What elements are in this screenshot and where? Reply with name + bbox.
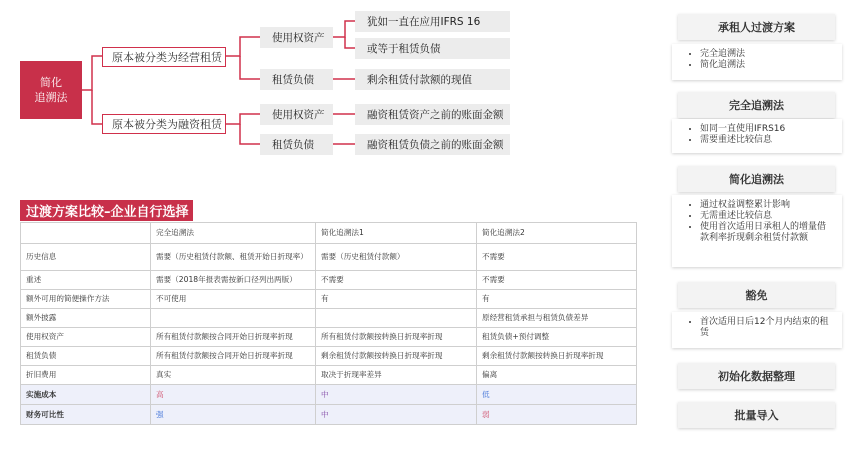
branch-operating-lease: 原本被分类为经营租赁	[102, 47, 226, 67]
comparison-table	[20, 222, 637, 425]
list-item: • 使用首次适用日承租人的增量借款利率折现剩余租赁付款额	[700, 222, 830, 244]
leaf-equal-to-liability: 或等于租赁负债	[355, 38, 510, 59]
table-cell: 取决于折现率差异	[316, 366, 477, 385]
node-lease-liability: 租赁负债	[260, 69, 333, 90]
card-modified-retrospective-body	[672, 195, 842, 267]
table-cell: 租赁负债+预付调整	[477, 328, 637, 347]
connector-child1-leaf1	[333, 21, 355, 37]
table-cell: 高	[151, 385, 316, 405]
card-exemption-body	[672, 312, 842, 348]
list-item: • 完全追溯法	[700, 49, 830, 60]
connector-root-branch2	[92, 90, 102, 124]
table-row	[21, 271, 637, 290]
list-item: • 需要重述比较信息	[700, 135, 830, 146]
table-row	[21, 328, 637, 347]
table-cell: 低	[477, 385, 637, 405]
table-cell: 所有租赁付款额按合同开始日折现率折现	[151, 347, 316, 366]
connector-child1-leaf2	[345, 37, 355, 48]
table-cell	[316, 309, 477, 328]
card-full-retrospective-title: 完全追溯法	[678, 92, 835, 118]
row-label: 实施成本	[21, 385, 151, 405]
row-label: 历史信息	[21, 244, 151, 271]
table-cell: 剩余租赁付款额按转换日折现率折现	[477, 347, 637, 366]
row-label: 使用权资产	[21, 328, 151, 347]
list-item: • 如同一直使用IFRS16	[700, 124, 830, 135]
row-label: 财务可比性	[21, 405, 151, 425]
connector-branch2-child1	[226, 114, 260, 124]
table-cell: 不需要	[477, 271, 637, 290]
card-data-initialization: 初始化数据整理	[678, 363, 835, 389]
table-header-row	[21, 223, 637, 244]
table-cell: 中	[316, 385, 477, 405]
node-rou-asset-finance: 使用权资产	[260, 104, 333, 125]
comparison-title: 过渡方案比较–企业自行选择	[20, 200, 193, 221]
table-cell: 强	[151, 405, 316, 425]
leaf-as-if-ifrs16: 犹如一直在应用IFRS 16	[355, 11, 510, 32]
leaf-finance-liability-carrying: 融资租赁负债之前的账面金额	[355, 134, 510, 155]
table-header-cell: 简化追溯法1	[316, 223, 477, 244]
list-item: • 简化追溯法	[700, 60, 830, 71]
table-cell: 需要（2018年报表需按新口径列出两版）	[151, 271, 316, 290]
node-rou-asset: 使用权资产	[260, 27, 333, 48]
card-full-retrospective-body	[672, 119, 842, 153]
table-row	[21, 405, 637, 425]
table-row	[21, 366, 637, 385]
connector-branch2-child2	[240, 124, 260, 144]
row-label: 租赁负债	[21, 347, 151, 366]
table-cell: 不需要	[316, 271, 477, 290]
table-cell	[151, 309, 316, 328]
table-header-cell	[21, 223, 151, 244]
table-header-cell: 完全追溯法	[151, 223, 316, 244]
table-cell: 需要（历史租赁付款额、租赁开始日折现率）	[151, 244, 316, 271]
card-exemption-title: 豁免	[678, 282, 835, 308]
table-cell: 原经营租赁承担与租赁负债差异	[477, 309, 637, 328]
row-label: 额外披露	[21, 309, 151, 328]
tree-root: 简化 追溯法	[20, 61, 82, 119]
list-item: • 无需重述比较信息	[700, 211, 830, 222]
table-row	[21, 309, 637, 328]
table-cell: 不需要	[477, 244, 637, 271]
table-cell: 真实	[151, 366, 316, 385]
table-cell: 中	[316, 405, 477, 425]
connector-branch1-child1	[226, 37, 260, 56]
card-lessee-transition-body	[672, 44, 842, 80]
connector-root-branch1	[82, 56, 102, 90]
row-label: 重述	[21, 271, 151, 290]
list-item: • 首次适用日后12个月内结束的租赁	[700, 317, 830, 339]
table-cell: 弱	[477, 405, 637, 425]
card-modified-retrospective-title: 简化追溯法	[678, 166, 835, 192]
list-item: • 通过权益调整累计影响	[700, 200, 830, 211]
connector-branch1-child2	[240, 56, 260, 79]
table-row	[21, 385, 637, 405]
table-cell: 偏离	[477, 366, 637, 385]
card-lessee-transition-title: 承租人过渡方案	[678, 14, 835, 40]
table-row	[21, 347, 637, 366]
row-label: 折旧费用	[21, 366, 151, 385]
table-row	[21, 290, 637, 309]
table-cell: 不可使用	[151, 290, 316, 309]
leaf-finance-asset-carrying: 融资租赁资产之前的账面金额	[355, 104, 510, 125]
node-lease-liability-finance: 租赁负债	[260, 134, 333, 155]
branch-finance-lease: 原本被分类为融资租赁	[102, 114, 226, 134]
table-cell: 有	[477, 290, 637, 309]
leaf-pv-remaining-payments: 剩余租赁付款额的现值	[355, 69, 510, 90]
table-cell: 所有租赁付款额按转换日折现率折现	[316, 328, 477, 347]
row-label: 额外可用的简便操作方法	[21, 290, 151, 309]
table-cell: 有	[316, 290, 477, 309]
card-bulk-import: 批量导入	[678, 402, 835, 428]
table-cell: 所有租赁付款额按合同开始日折现率折现	[151, 328, 316, 347]
table-header-cell: 简化追溯法2	[477, 223, 637, 244]
table-row	[21, 244, 637, 271]
table-cell: 剩余租赁付款额按转换日折现率折现	[316, 347, 477, 366]
table-cell: 需要（历史租赁付款额）	[316, 244, 477, 271]
